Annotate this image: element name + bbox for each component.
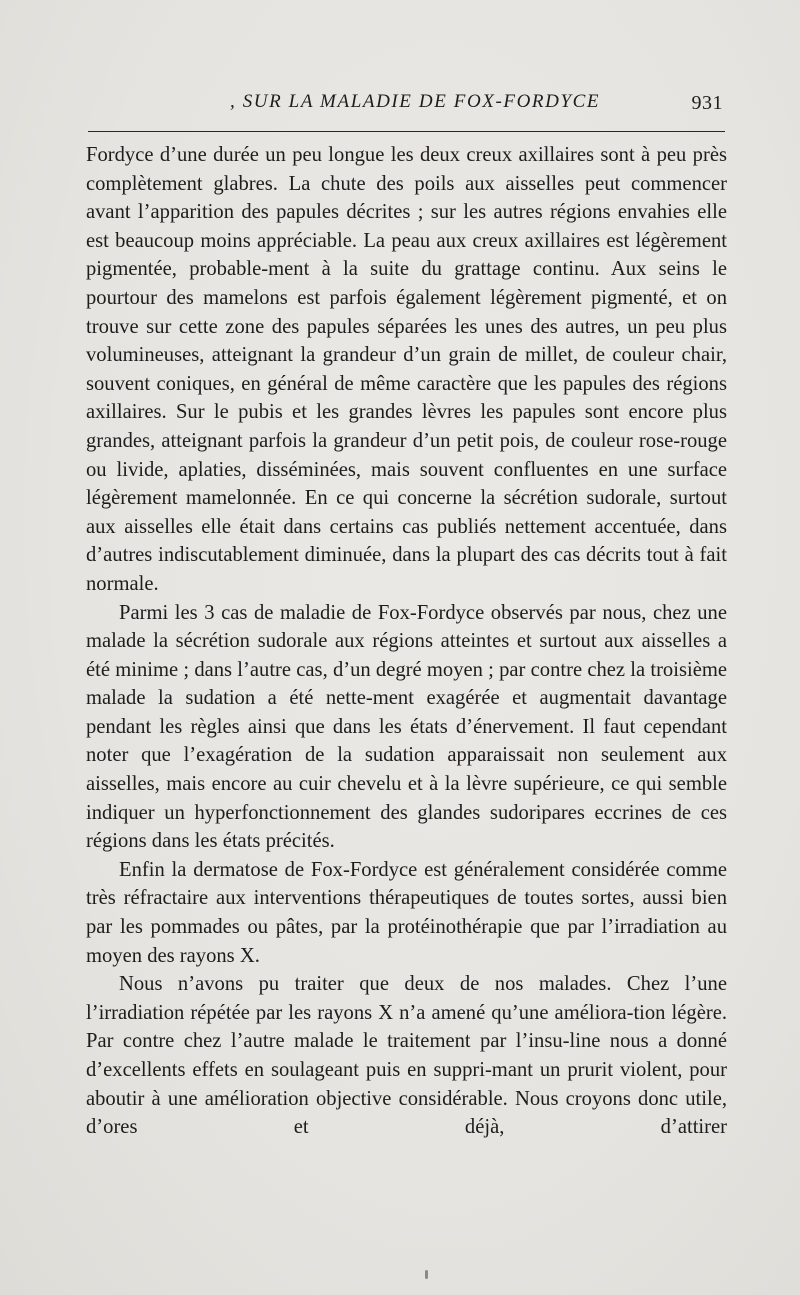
page-number: 931 bbox=[691, 92, 723, 114]
page-header bbox=[90, 91, 723, 121]
body-text bbox=[86, 141, 727, 1142]
print-smudge bbox=[425, 1270, 428, 1279]
paragraph-treatment-results: Nous n’avons pu traiter que deux de nos malades. Chez l’une l’irradiation répétée par les rayons X n’a amené qu’une améliora-tion légère. Par contre chez l’autre malade le traitement par l’insu-line nous a donné d’excellents effets en soulageant puis en suppri-mant un prurit violent, pour aboutir à une amélioration objective considérable. Nous croyons donc utile, d’ores et déjà, d’attirer bbox=[86, 973, 727, 1139]
paragraph-cases-observed: Parmi les 3 cas de maladie de Fox-Fordyce observés par nous, chez une malade la sécrétion sudorale aux régions atteintes et surtout aux aisselles a été minime ; dans l’autre cas, d’un degré moyen ; par contre chez la troisième malade la sudation a été nette-ment exagérée et augmentait davantage pendant les règles ainsi que dans les états d’énervement. Il faut cependant noter que l’exagération de la sudation apparaissait non seulement aux aisselles, mais encore au cuir chevelu et à la lèvre supérieure, ce qui semble indiquer un hyperfonctionnement des glandes sudoripares eccrines de ces régions dans les états précités. bbox=[86, 601, 727, 853]
paragraph-continuation: Fordyce d’une durée un peu longue les deux creux axillaires sont à peu près complètement glabres. La chute des poils aux aisselles peut commencer avant l’apparition des papules décrites ; sur les autres régions envahies elle est beaucoup moins appréciable. La peau aux creux axillaires est légèrement pigmentée, probable-ment à la suite du grattage continu. Aux seins le pourtour des mamelons est parfois également légèrement pigmenté, et on trouve sur cette zone des papules séparées les unes des autres, un peu plus volumineuses, atteignant la grandeur d’un grain de millet, de couleur chair, souvent coniques, en général de même caractère que les papules des régions axillaires. Sur le pubis et les grandes lèvres les papules sont encore plus grandes, atteignant parfois la grandeur d’un petit pois, de couleur rose-rouge ou livide, aplaties, disséminées, mais souvent confluentes en une surface légèrement mamelonnée. En ce qui concerne la sécrétion sudorale, surtout aux aisselles elle était dans certains cas publiés nettement accentuée, dans d’autres indiscutablement diminuée, dans la plupart des cas décrits tout à fait normale. bbox=[86, 144, 727, 595]
paragraph-treatment-refractory: Enfin la dermatose de Fox-Fordyce est généralement considérée comme très réfractaire aux interventions thérapeutiques de toutes sortes, aussi bien par les pommades ou pâtes, par la protéinothérapie que par l’irradiation au moyen des rayons X. bbox=[86, 858, 727, 967]
header-rule bbox=[88, 131, 725, 132]
running-title: , SUR LA MALADIE DE FOX-FORDYCE bbox=[230, 91, 601, 112]
